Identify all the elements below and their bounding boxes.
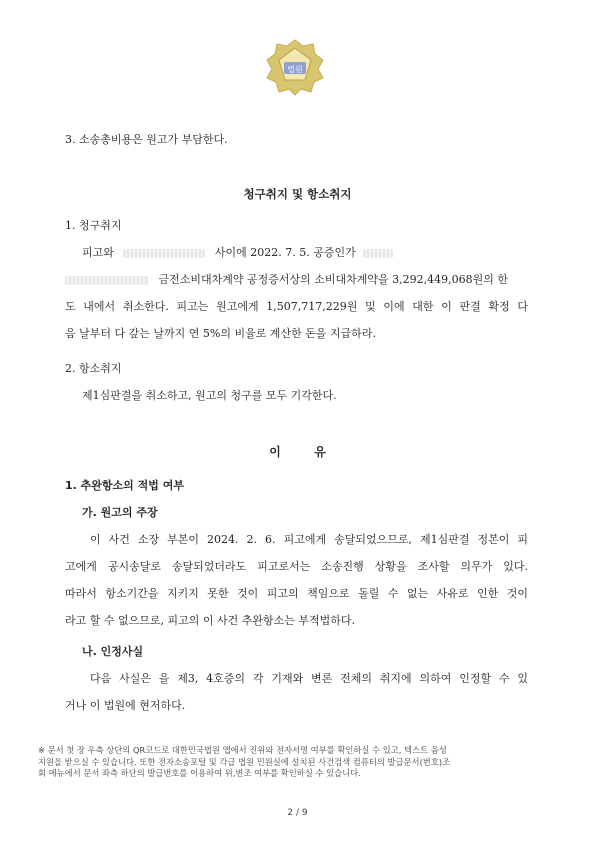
item-3: 3. 소송총비용은 원고가 부담한다. (65, 133, 228, 146)
claim-line-1-b: 사이에 2022. 7. 5. 공증인가 (214, 246, 356, 259)
redacted-name (65, 276, 149, 285)
page-number: 2 / 9 (287, 808, 308, 818)
appeal-heading: 2. 항소취지 (65, 362, 122, 375)
para-a-line-2: 고에게 공시송달로 송달되었더라도 피고로서는 소송진행 상황을 조사할 의무가 있다. (65, 560, 528, 573)
court-emblem (263, 38, 327, 96)
para-b-line-2: 거나 이 법원에 현저하다. (65, 699, 186, 712)
footer-notice (38, 745, 558, 801)
claim-line-2 (65, 273, 528, 287)
para-b-line-1: 다음 사실은 을 제3, 4호증의 각 기재와 변론 전체의 취지에 의하여 인정할 수 있 (90, 672, 528, 685)
court-emblem-icon (263, 38, 327, 96)
claim-heading: 1. 청구취지 (65, 219, 122, 232)
para-a-line-1: 이 사건 소장 부본이 2024. 2. 6. 피고에게 송달되었으므로, 제1심판결 정본이 피 (90, 533, 528, 546)
claim-line-4: 음 날부터 다 갚는 날까지 연 5%의 비율로 계산한 돈을 지급하라. (65, 327, 376, 340)
appeal-text: 제1심판결을 취소하고, 원고의 청구를 모두 기각한다. (82, 389, 337, 402)
reasons-title: 이 유 (269, 445, 326, 459)
subsection-b-heading: 나. 인정사실 (82, 645, 144, 658)
section-title: 청구취지 및 항소취지 (243, 187, 352, 201)
claim-line-1 (82, 246, 528, 260)
claim-line-3: 도 내에서 취소한다. 피고는 원고에게 1,507,717,229원 및 이에 대한 이 판결 확정 다 (65, 300, 528, 313)
redacted-name (363, 249, 393, 258)
section-1-heading: 1. 추완항소의 적법 여부 (65, 479, 184, 492)
claim-line-2-text: 금전소비대차계약 공정증서상의 소비대차계약을 3,292,449,068원의 한 (158, 273, 508, 286)
para-a-line-4: 라고 할 수 없으므로, 피고의 이 사건 추완항소는 부적법하다. (65, 614, 355, 627)
subsection-a-heading: 가. 원고의 주장 (82, 506, 158, 519)
redacted-name (123, 249, 205, 258)
footer-line-1: ※ 문서 첫 장 우측 상단의 QR코드로 대한민국법원 앱에서 진위와 전자서명 여부를 확인하실 수 있고, 텍스트 음성 (38, 745, 447, 755)
footer-line-3: 회 메뉴에서 문서 좌측 하단의 발급번호를 이용하여 위,변조 여부를 확인하실 수 있습니다. (38, 768, 361, 778)
footer-line-2: 지원을 받으실 수 있습니다. 또한 전자소송포털 및 각급 법원 민원실에 설치된 사건검색 컴퓨터의 발급문서(번호)조 (38, 756, 451, 767)
emblem-text: 법원 (287, 65, 303, 74)
claim-line-1-a: 피고와 (82, 246, 114, 259)
para-a-line-3: 따라서 항소기간을 지키지 못한 것이 피고의 책임으로 돌릴 수 없는 사유로 인한 것이 (65, 587, 528, 600)
